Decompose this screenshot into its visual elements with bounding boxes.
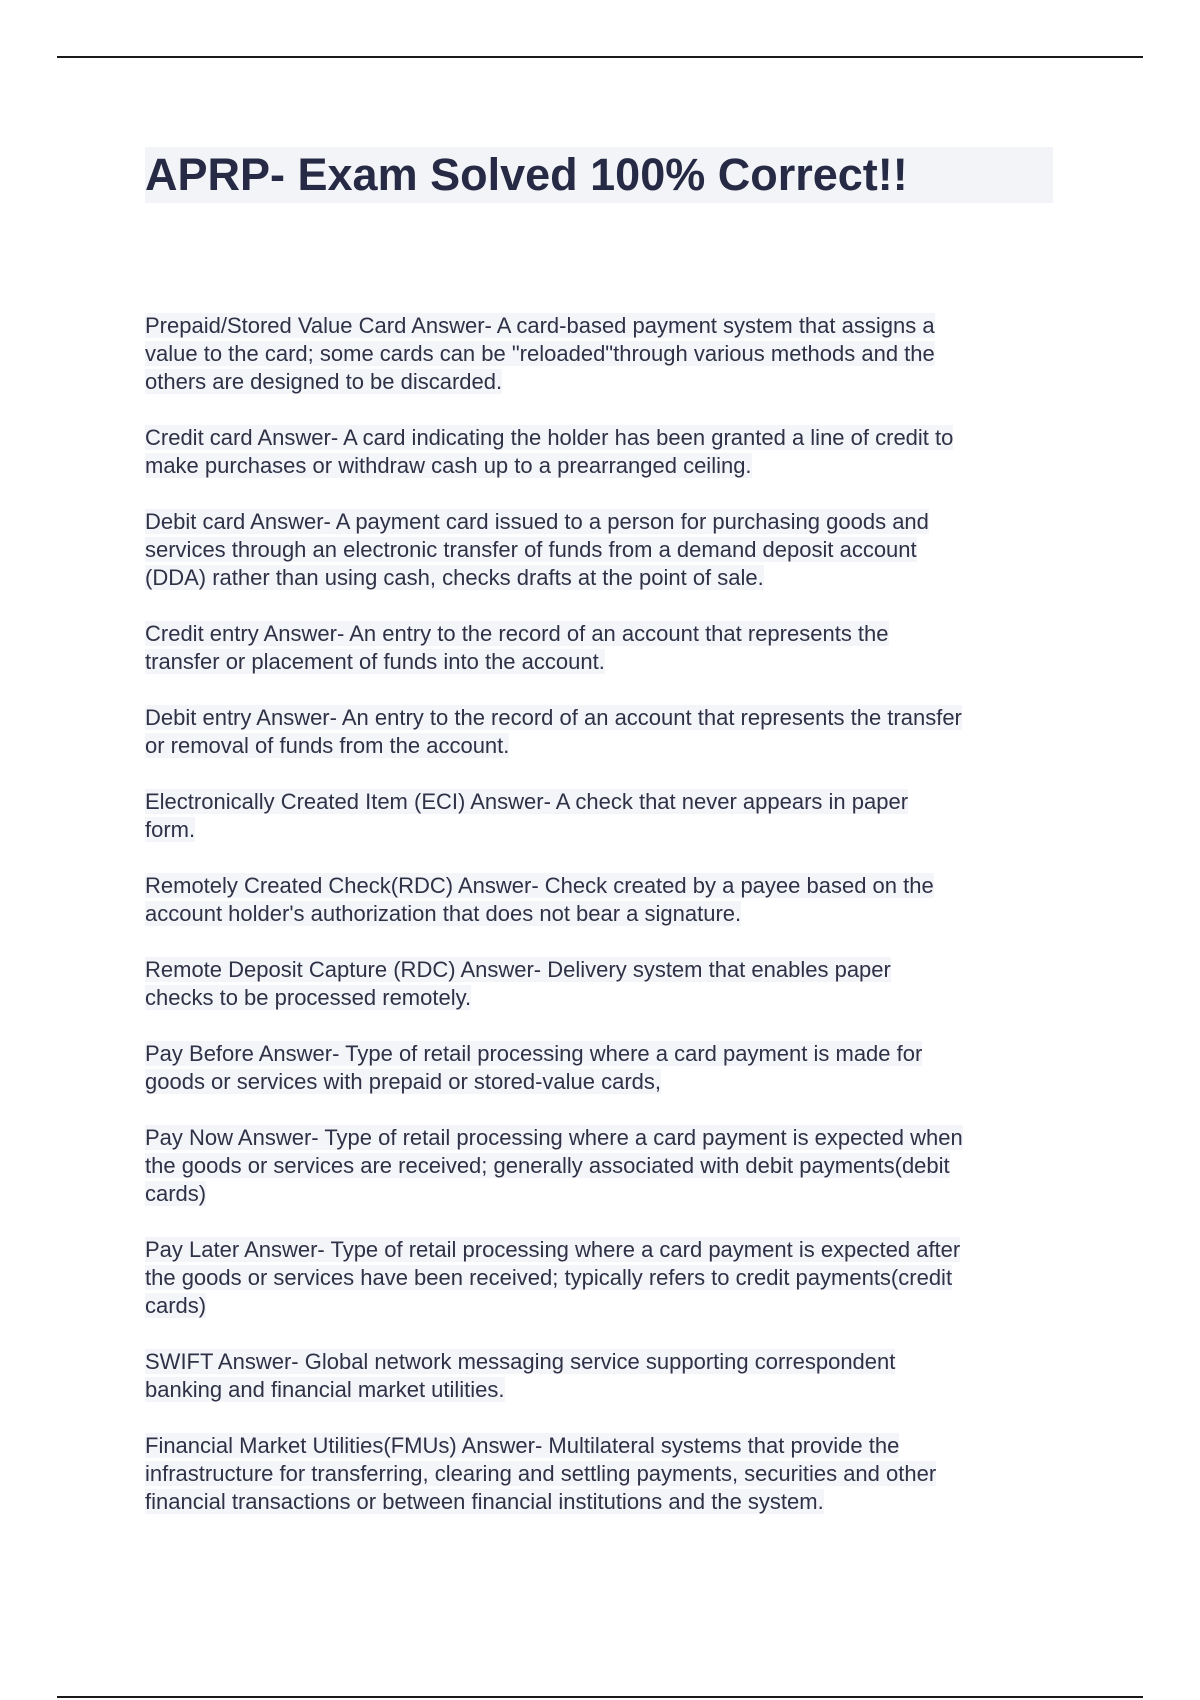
qa-entry-line [145,620,1065,648]
qa-entry-text: infrastructure for transferring, clearing and settling payments, securities and other [145,1461,937,1486]
qa-entry-line [145,1376,1065,1404]
qa-entry-text: Remotely Created Check(RDC) Answer- Check created by a payee based on the [145,873,934,898]
qa-entry-text: (DDA) rather than using cash, checks drafts at the point of sale. [145,565,764,590]
qa-entry [145,1040,1065,1096]
qa-entry-line [145,1068,1065,1096]
qa-entry-text: Debit entry Answer- An entry to the record of an account that represents the transfer [145,705,962,730]
qa-entry-text: transfer or placement of funds into the account. [145,649,605,674]
qa-entry-text: cards) [145,1293,207,1318]
qa-entry-line [145,1152,1065,1180]
qa-entry-text: banking and financial market utilities. [145,1377,505,1402]
qa-entry-text: Credit entry Answer- An entry to the record of an account that represents the [145,621,889,646]
qa-entry-line [145,1040,1065,1068]
qa-entry-text: cards) [145,1181,207,1206]
qa-entry [145,704,1065,760]
qa-entry-line [145,368,1065,396]
qa-entry-line [145,648,1065,676]
qa-entry-line [145,704,1065,732]
qa-entry-line [145,424,1065,452]
qa-entry [145,312,1065,396]
qa-entry-line [145,1180,1065,1208]
qa-entry-line [145,1348,1065,1376]
qa-entry-line [145,900,1065,928]
qa-entry-text: Financial Market Utilities(FMUs) Answer- Multilateral systems that provide the [145,1433,900,1458]
qa-entry-line [145,1292,1065,1320]
qa-entry [145,508,1065,592]
qa-entry-line [145,1432,1065,1460]
qa-entry-text: services through an electronic transfer of funds from a demand deposit account [145,537,917,562]
qa-entry-line [145,984,1065,1012]
qa-entry-text: or removal of funds from the account. [145,733,510,758]
qa-entry [145,424,1065,480]
qa-entry-text: the goods or services have been received; typically refers to credit payments(credit [145,1265,953,1290]
qa-entry-line [145,452,1065,480]
qa-entry-line [145,956,1065,984]
qa-entry-line [145,340,1065,368]
footer-rule [57,1696,1143,1698]
qa-entry-line [145,816,1065,844]
qa-entry [145,788,1065,844]
qa-entry [145,1124,1065,1208]
qa-entry [145,956,1065,1012]
qa-entry-text: Electronically Created Item (ECI) Answer- A check that never appears in paper [145,789,909,814]
qa-entry-text: make purchases or withdraw cash up to a prearranged ceiling. [145,453,752,478]
qa-entry-text: checks to be processed remotely. [145,985,472,1010]
page-title: APRP- Exam Solved 100% Correct!! [145,147,1053,203]
entry-list [145,312,1065,1544]
qa-entry-line [145,1264,1065,1292]
qa-entry-text: the goods or services are received; generally associated with debit payments(debit [145,1153,950,1178]
qa-entry-line [145,1236,1065,1264]
qa-entry [145,1236,1065,1320]
qa-entry-text: account holder's authorization that does not bear a signature. [145,901,742,926]
qa-entry [145,620,1065,676]
qa-entry-text: Debit card Answer- A payment card issued to a person for purchasing goods and [145,509,929,534]
qa-entry-text: value to the card; some cards can be "reloaded"through various methods and the [145,341,935,366]
qa-entry-line [145,732,1065,760]
qa-entry-line [145,872,1065,900]
qa-entry-line [145,1460,1065,1488]
qa-entry [145,1432,1065,1516]
header-rule [57,56,1143,58]
qa-entry [145,1348,1065,1404]
qa-entry-line [145,1488,1065,1516]
qa-entry-text: Pay Before Answer- Type of retail processing where a card payment is made for [145,1041,923,1066]
qa-entry-text: others are designed to be discarded. [145,369,503,394]
qa-entry-text: SWIFT Answer- Global network messaging service supporting correspondent [145,1349,896,1374]
qa-entry-text: financial transactions or between financial institutions and the system. [145,1489,824,1514]
qa-entry-text: Pay Now Answer- Type of retail processing where a card payment is expected when [145,1125,963,1150]
qa-entry-line [145,564,1065,592]
qa-entry-line [145,788,1065,816]
qa-entry-text: Remote Deposit Capture (RDC) Answer- Delivery system that enables paper [145,957,891,982]
qa-entry-text: Credit card Answer- A card indicating the holder has been granted a line of credit to [145,425,954,450]
qa-entry-line [145,508,1065,536]
qa-entry-text: Prepaid/Stored Value Card Answer- A card-based payment system that assigns a [145,313,935,338]
qa-entry-line [145,1124,1065,1152]
qa-entry-text: Pay Later Answer- Type of retail processing where a card payment is expected after [145,1237,961,1262]
qa-entry-line [145,312,1065,340]
qa-entry [145,872,1065,928]
qa-entry-text: form. [145,817,196,842]
qa-entry-line [145,536,1065,564]
qa-entry-text: goods or services with prepaid or stored-value cards, [145,1069,662,1094]
